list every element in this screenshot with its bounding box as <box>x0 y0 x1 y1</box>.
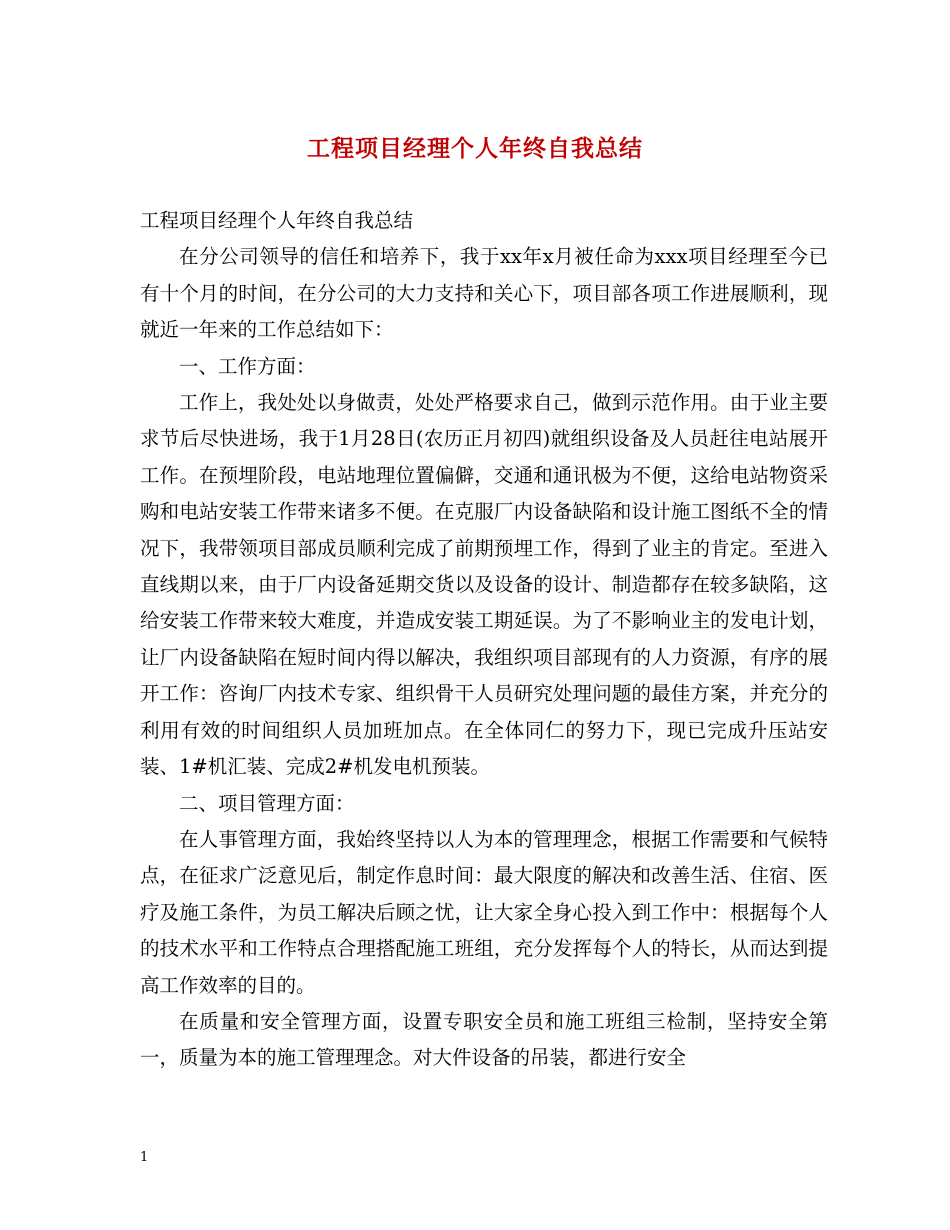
paragraph-work: 工作上，我处处以身做责，处处严格要求自己，做到示范作用。由于业主要求节后尽快进场，我于1月28日(农历正月初四)就组织设备及人员赶往电站展开工作。在预埋阶段，电站地理位置偏僻，交通和通讯极为不便，这给电站物资采购和电站安装工作带来诸多不便。在克服厂内设备缺陷和设计施工图纸不全的情况下，我带领项目部成员顺利完成了前期预埋工作，得到了业主的肯定。至进入直线期以来，由于厂内设备延期交货以及设备的设计、制造都存在较多缺陷，这给安装工作带来较大难度，并造成安装工期延误。为了不影响业主的发电计划，让厂内设备缺陷在短时间内得以解决，我组织项目部现有的人力资源，有序的展开工作：咨询厂内技术专家、组织骨干人员研究处理问题的最佳方案，并充分的利用有效的时间组织人员加班加点。在全体同仁的努力下，现已完成升压站安装、1#机汇装、完成2#机发电机预装。 <box>140 391 828 779</box>
document-title: 工程项目经理个人年终自我总结 <box>307 135 643 162</box>
document-body <box>140 203 828 1077</box>
paragraph-intro: 在分公司领导的信任和培养下，我于xx年x月被任命为xxx项目经理至今已有十个月的时间，在分公司的大力支持和关心下，项目部各项工作进展顺利，现就近一年来的工作总结如下： <box>140 245 828 342</box>
page-number: 1 <box>140 1150 149 1165</box>
paragraph-personnel: 在人事管理方面，我始终坚持以人为本的管理理念，根据工作需要和气候特点，在征求广泛意见后，制定作息时间：最大限度的解决和改善生活、住宿、医疗及施工条件，为员工解决后顾之忧，让大家全身心投入到工作中：根据每个人的技术水平和工作特点合理搭配施工班组，充分发挥每个人的特长，从而达到提高工作效率的目的。 <box>140 827 828 997</box>
section-heading-work: 一、工作方面： <box>179 354 316 378</box>
paragraph-quality-safety: 在质量和安全管理方面，设置专职安全员和施工班组三检制，坚持安全第一，质量为本的施工管理理念。对大件设备的吊装，都进行安全 <box>140 1009 828 1070</box>
section-heading-management: 二、项目管理方面： <box>179 791 355 815</box>
paragraph-subtitle: 工程项目经理个人年终自我总结 <box>140 209 414 232</box>
